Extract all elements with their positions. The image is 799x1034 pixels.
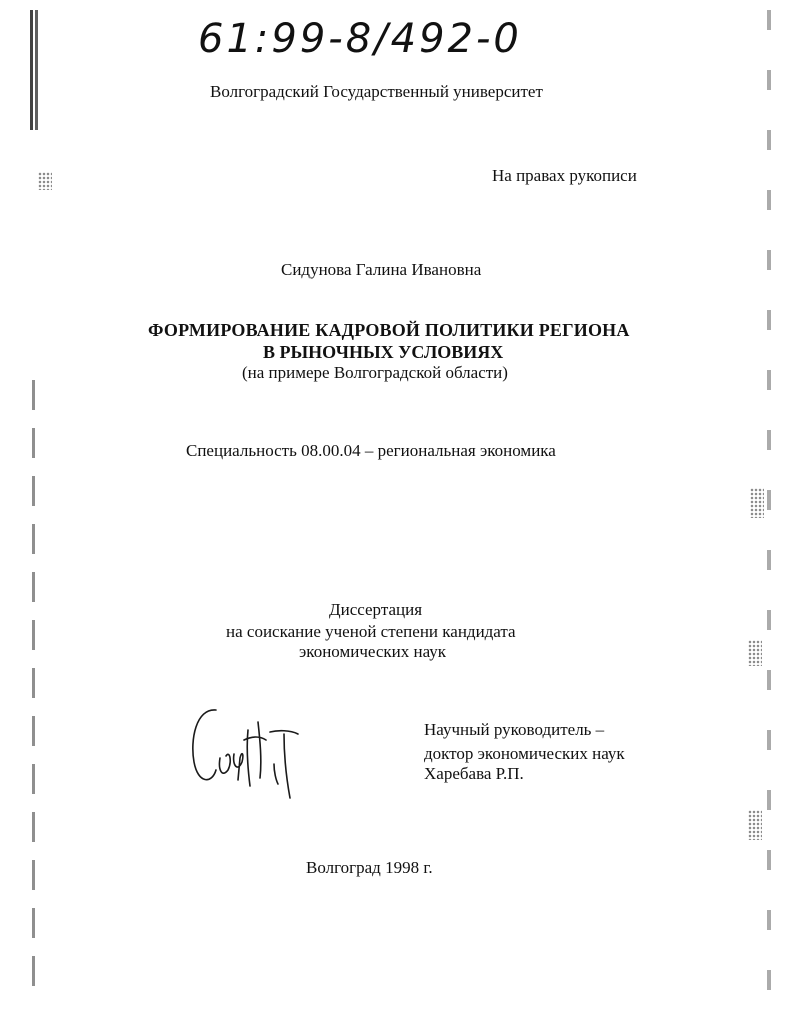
scan-noise [38, 172, 52, 190]
dissertation-line-2: на соискание ученой степени кандидата [226, 622, 516, 641]
supervisor-line-1: Научный руководитель – [424, 720, 605, 739]
scan-noise [748, 810, 762, 840]
archive-code-text: 61:99-8/492-0 [198, 16, 522, 62]
dissertation-line-1: Диссертация [329, 600, 423, 619]
specialty: Специальность 08.00.04 – региональная экономика [186, 441, 556, 460]
handwritten-archive-code [196, 8, 556, 62]
title-line-1: ФОРМИРОВАНИЕ КАДРОВОЙ ПОЛИТИКИ РЕГИОНА [148, 320, 630, 340]
title-line-2: В РЫНОЧНЫХ УСЛОВИЯХ [263, 342, 504, 362]
dissertation-line-3: экономических наук [299, 642, 447, 661]
handwritten-signature [186, 700, 316, 810]
title-subtitle: (на примере Волгоградской области) [242, 363, 508, 382]
city-year: Волгоград 1998 г. [306, 858, 433, 877]
manuscript-note: На правах рукописи [492, 166, 637, 185]
supervisor-line-2: доктор экономических наук [424, 744, 625, 763]
author-name: Сидунова Галина Ивановна [281, 260, 482, 279]
scan-edge-left-lower [32, 380, 35, 990]
scan-noise [750, 488, 764, 518]
scan-edge-right [767, 10, 771, 1010]
scan-noise [748, 640, 762, 666]
scan-edge-left [30, 10, 38, 130]
supervisor-name: Харебава Р.П. [424, 764, 524, 783]
university-name: Волгоградский Государственный университет [210, 82, 543, 101]
